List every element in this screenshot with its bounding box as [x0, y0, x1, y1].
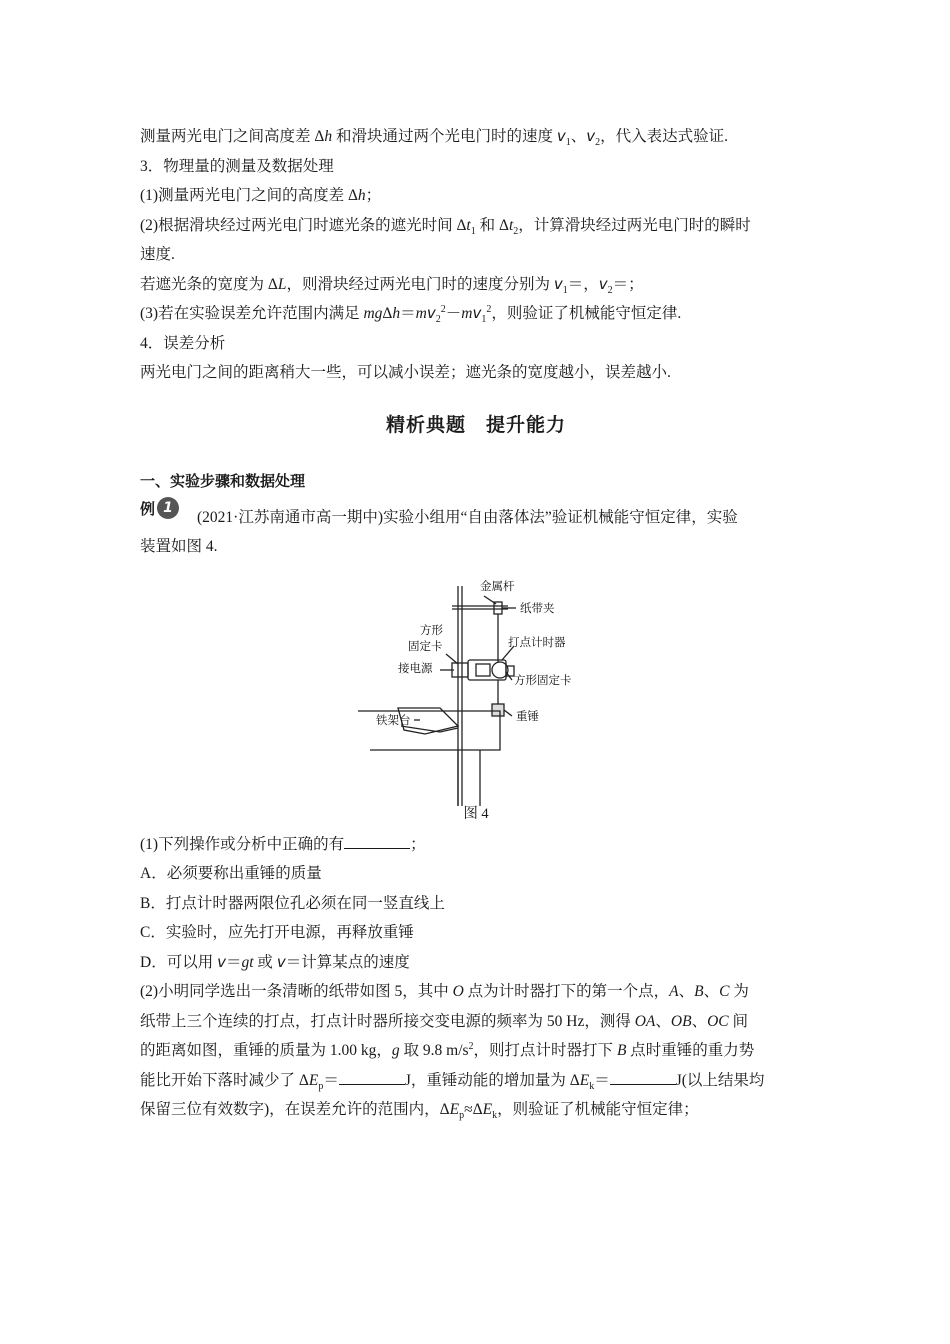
text: 、: [691, 1012, 708, 1030]
text: 2: [513, 225, 519, 237]
text: 点为计时器打下的第一个点，: [463, 983, 670, 1000]
label-square-clamp-right: 方形固定卡: [514, 672, 572, 687]
label-weight: 重锤: [516, 708, 539, 723]
apparatus-diagram: [140, 568, 812, 828]
text: 测量两光电门之间高度差 Δ: [140, 128, 325, 145]
text: OC: [707, 1012, 729, 1030]
intro-paragraph: [140, 122, 812, 152]
text: ＝: [400, 305, 416, 322]
text: ＝；: [612, 275, 644, 293]
text: 2: [440, 303, 446, 315]
text: t: [508, 216, 514, 234]
text: 2: [468, 1040, 474, 1052]
answer-blank[interactable]: [344, 834, 410, 849]
text: ；: [365, 187, 382, 204]
figure-caption: 图 4: [463, 805, 489, 822]
text: k: [492, 1110, 498, 1122]
text: 点时重锤的重力势: [626, 1042, 755, 1059]
square-clamp-left: [452, 663, 468, 677]
text: 间: [728, 1012, 749, 1030]
text: ，则滑块经过两光电门时的速度分别为: [286, 275, 554, 293]
text: (2)根据滑块经过两光电门时遮光条的遮光时间 Δ: [140, 216, 467, 234]
text: 或: [253, 953, 277, 971]
text: Δ: [382, 305, 393, 322]
text: h: [357, 187, 366, 204]
text: E: [308, 1071, 319, 1089]
text: B: [694, 983, 704, 1000]
text: m: [461, 305, 473, 322]
text: v: [553, 274, 563, 293]
text: 1: [562, 284, 568, 296]
label-stand: 铁架台: [376, 712, 411, 727]
weight-block: [492, 704, 504, 716]
answer-blank-ep[interactable]: [339, 1070, 405, 1085]
text: ，计算滑块经过两光电门时的瞬时: [518, 216, 751, 234]
text: k: [589, 1080, 595, 1092]
part1-heading: 一、实验步骤和数据处理: [140, 471, 306, 490]
text: 能比开始下落时减少了 Δ: [140, 1071, 309, 1089]
text: 、: [570, 128, 587, 145]
text: 2: [595, 137, 601, 149]
text: ≈Δ: [464, 1101, 483, 1118]
text: v: [586, 127, 596, 145]
text: 2: [486, 303, 492, 315]
text: (1)测量两光电门之间的高度差 Δ: [140, 187, 358, 204]
text: ＝: [225, 953, 242, 971]
text: ＝: [323, 1071, 339, 1089]
example-1: [140, 496, 812, 533]
text: OB: [670, 1012, 692, 1030]
text: ＝计算某点的速度: [285, 953, 410, 971]
text: A: [669, 983, 679, 1000]
text: 2: [607, 284, 613, 296]
q1-option-d: [140, 948, 812, 978]
text: OA: [634, 1012, 656, 1030]
text: (1)下列操作或分析中正确的有: [140, 835, 345, 853]
text: mg: [363, 305, 383, 322]
answer-blank-ek[interactable]: [610, 1070, 676, 1085]
text: 、: [655, 1012, 671, 1030]
q1-stem: [140, 830, 812, 860]
text: ，则验证了机械能守恒定律；: [497, 1101, 699, 1118]
example-text-line2: 装置如图 4.: [140, 538, 218, 555]
text: ＝: [594, 1071, 610, 1089]
label-timer: 打点计时器: [508, 634, 566, 649]
section-title: 精析典题 提升能力: [385, 413, 566, 436]
step3-title: 3．物理量的测量及数据处理: [140, 157, 334, 175]
text: ，代入表达式验证.: [600, 128, 729, 145]
example-label: 例: [140, 499, 156, 518]
document-page: [140, 122, 812, 1125]
leader-rod: [484, 596, 496, 604]
text: 1: [470, 225, 476, 237]
text: 的距离如图，重锤的质量为 1.00 kg，: [140, 1042, 392, 1059]
label-rod: 金属杆: [480, 578, 515, 593]
text: 若遮光条的宽度为 Δ: [140, 275, 278, 293]
apparatus-figure: [140, 568, 812, 828]
text: 1: [565, 137, 571, 149]
leader-weight: [504, 710, 512, 716]
text: E: [449, 1101, 460, 1118]
text: v: [598, 274, 608, 293]
text: 和 Δ: [475, 216, 509, 234]
timer-inner: [476, 664, 490, 676]
step3-item2: [140, 211, 812, 270]
q1-option-a: A．必须要称出重锤的质量: [140, 865, 322, 882]
text: 和滑块通过两个光电门时的速度: [332, 128, 557, 145]
text: (3)若在实验误差允许范围内满足: [140, 305, 364, 322]
text: 、: [703, 983, 720, 1000]
step3-width: [140, 270, 812, 300]
text: h: [392, 305, 401, 322]
text: v: [426, 304, 436, 322]
example-text-line1: (2021·江苏南通市高一期中)实验小组用“自由落体法”验证机械能守恒定律，实验: [197, 508, 738, 526]
q1-option-b: B．打点计时器两限位孔必须在同一竖直线上: [140, 894, 445, 912]
text: 取 9.8 m/s: [399, 1042, 469, 1059]
timer-body: [468, 660, 506, 680]
label-square-clamp-a: 方形: [420, 622, 443, 637]
step4-text: 两光电门之间的距离稍大一些，可以减小误差；遮光条的宽度越小，误差越小.: [140, 364, 671, 381]
label-square-clamp-b: 固定卡: [408, 638, 443, 653]
text: h: [324, 128, 333, 145]
text: B: [616, 1042, 627, 1059]
text: J(以上结果均: [675, 1071, 765, 1089]
q1-option-c: C．实验时，应先打开电源，再释放重锤: [140, 924, 414, 941]
text: v: [472, 304, 482, 322]
text: ，则打点计时器打下: [473, 1042, 617, 1059]
text: v: [556, 127, 566, 145]
text: D．可以用: [140, 953, 218, 971]
text: 为: [729, 983, 749, 1000]
text: 保留三位有效数字)，在误差允许的范围内，Δ: [140, 1101, 450, 1118]
text: ＝，: [567, 275, 599, 293]
text: －: [445, 305, 462, 322]
text: p: [318, 1080, 324, 1092]
text: p: [459, 1110, 465, 1122]
label-power: 接电源: [398, 660, 433, 675]
text: J，重锤动能的增加量为 Δ: [404, 1071, 580, 1089]
text: m: [415, 305, 427, 322]
text: C: [719, 983, 730, 1000]
text: 2: [435, 314, 441, 326]
text: gt: [241, 953, 254, 971]
text: (2)小明同学选出一条清晰的纸带如图 5，其中: [140, 983, 453, 1000]
example-number-badge: 1: [157, 497, 179, 519]
step4-title: 4．误差分析: [140, 334, 226, 352]
text: 1: [481, 314, 487, 326]
text: L: [277, 275, 287, 293]
step3-item1: [140, 181, 812, 211]
text: 速度.: [140, 246, 175, 263]
text: E: [482, 1101, 493, 1118]
text: t: [466, 216, 471, 234]
text: g: [391, 1042, 400, 1059]
label-clip: 纸带夹: [520, 600, 555, 615]
text: 纸带上三个连续的打点，打点计时器所接交变电源的频率为 50 Hz，测得: [140, 1012, 635, 1030]
text: v: [217, 952, 226, 971]
text: E: [579, 1071, 590, 1089]
text: v: [276, 952, 286, 971]
text: ，则验证了机械能守恒定律.: [491, 305, 682, 322]
q2-paragraph: [140, 977, 812, 1125]
text: 、: [678, 983, 695, 1000]
text: ；: [410, 835, 426, 853]
text: O: [452, 983, 464, 1000]
step3-item3: [140, 299, 812, 329]
